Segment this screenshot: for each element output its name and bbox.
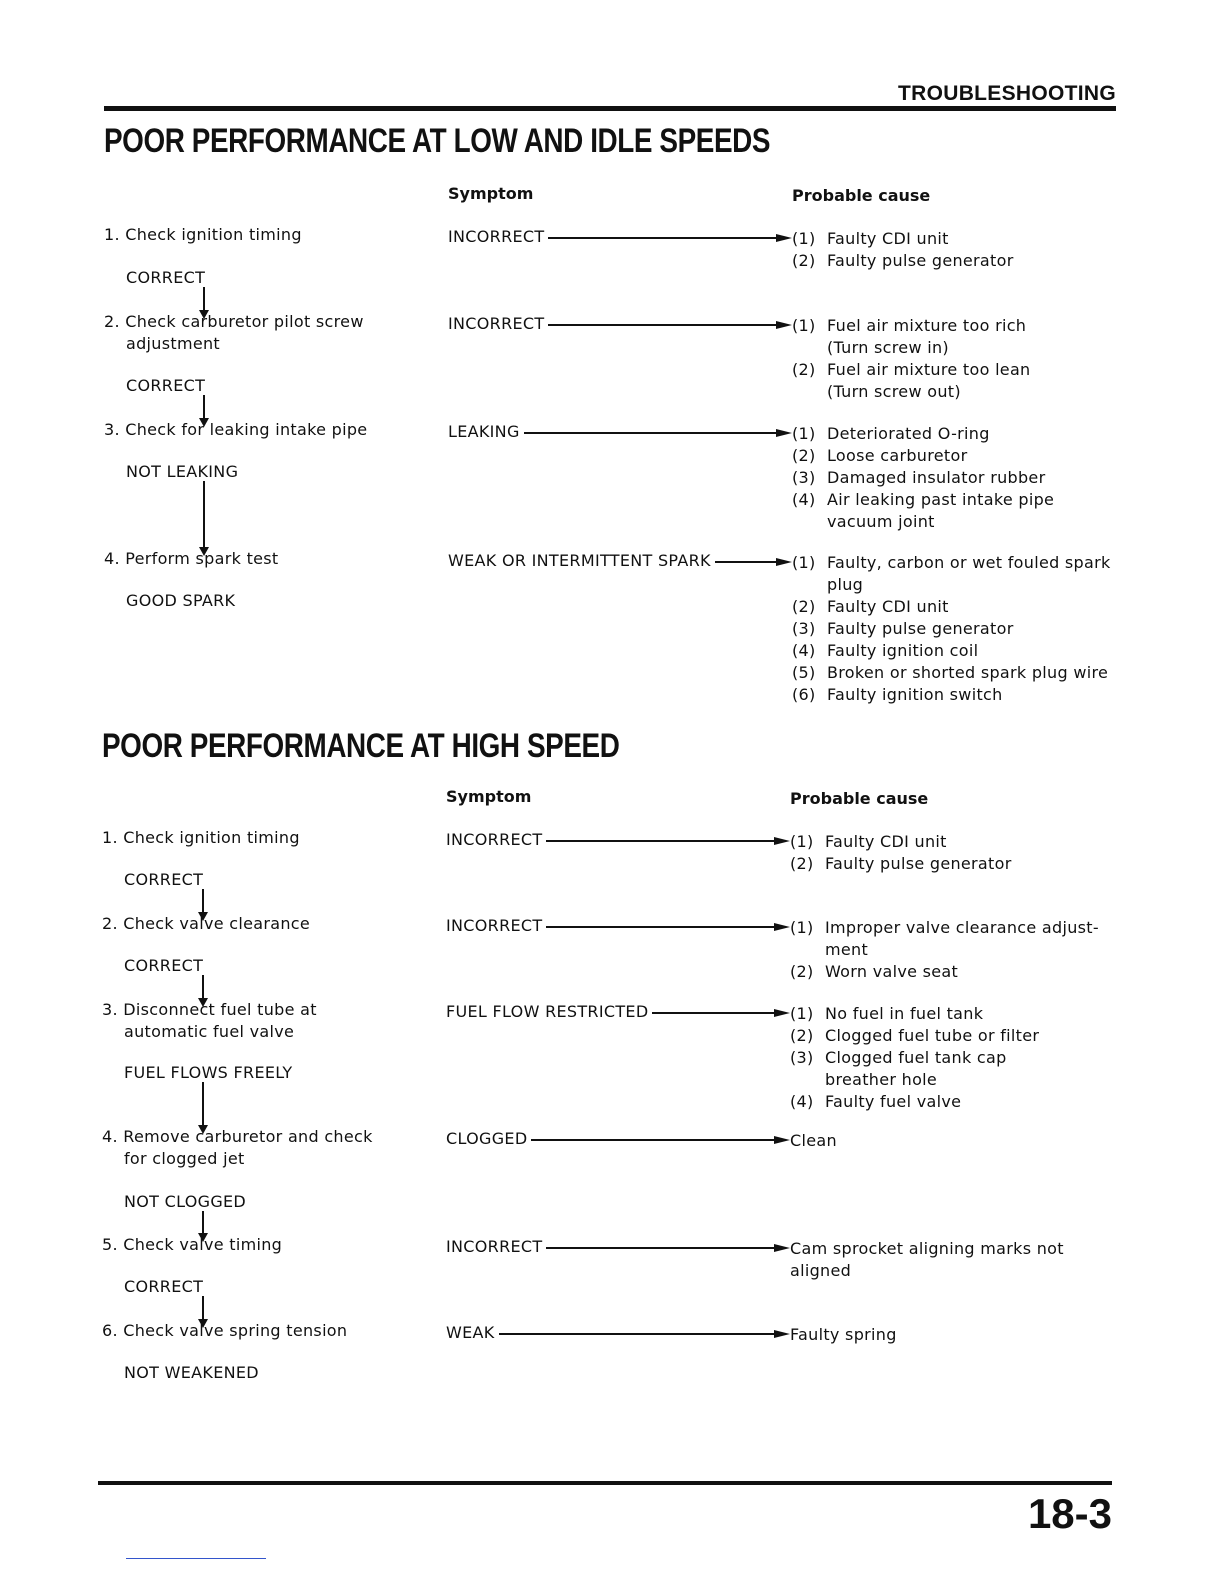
arrow-right-icon: [774, 923, 790, 931]
cause-text: Deteriorated O-ring: [827, 424, 990, 443]
flow-connector-line: [202, 1296, 204, 1320]
step-text: 5. Check valve timing: [102, 1235, 283, 1254]
cause-text: Fuel air mixture too lean: [827, 360, 1031, 379]
symptom-label: FUEL FLOW RESTRICTED: [446, 1002, 649, 1021]
symptom-arrow-line: [548, 237, 776, 239]
cause-text: vacuum joint: [827, 512, 935, 531]
cause-number: (1): [792, 316, 816, 335]
step-text: 3. Disconnect fuel tube at: [102, 1000, 317, 1019]
step-result: CORRECT: [124, 956, 204, 975]
arrow-right-icon: [776, 429, 792, 437]
cause-number: (2): [792, 597, 816, 616]
section1-symptom-header: Symptom: [448, 184, 534, 203]
arrow-right-icon: [776, 558, 792, 566]
step-result: CORRECT: [124, 870, 204, 889]
flow-connector-line: [203, 287, 205, 311]
cause-text: (Turn screw in): [827, 338, 949, 357]
flow-connector-line: [202, 1082, 204, 1126]
flow-connector-line: [203, 481, 205, 548]
symptom-label: INCORRECT: [446, 916, 543, 935]
symptom-arrow-line: [546, 840, 774, 842]
section1-title: POOR PERFORMANCE AT LOW AND IDLE SPEEDS: [104, 122, 771, 160]
step-result: CORRECT: [124, 1277, 204, 1296]
section2-symptom-header: Symptom: [446, 787, 532, 806]
cause-text: Faulty pulse generator: [825, 854, 1012, 873]
cause-number: (2): [790, 962, 814, 981]
cause-text: Air leaking past intake pipe: [827, 490, 1055, 509]
arrow-right-icon: [774, 1244, 790, 1252]
cause-text: Worn valve seat: [825, 962, 959, 981]
step-text: 4. Remove carburetor and check: [102, 1127, 373, 1146]
symptom-label: WEAK: [446, 1323, 495, 1342]
cause-text: Faulty ignition coil: [827, 641, 979, 660]
cause-number: (1): [792, 424, 816, 443]
cause-text: Loose carburetor: [827, 446, 968, 465]
step-text: 1. Check ignition timing: [104, 225, 302, 244]
page-number: 18-3: [1027, 1490, 1112, 1537]
flow-connector-line: [202, 1211, 204, 1234]
step-text: adjustment: [126, 334, 220, 353]
symptom-arrow-line: [546, 1247, 774, 1249]
cause-text: No fuel in fuel tank: [825, 1004, 984, 1023]
cause-number: (3): [792, 468, 816, 487]
cause-text: Broken or shorted spark plug wire: [827, 663, 1109, 682]
cause-text: aligned: [790, 1261, 852, 1280]
symptom-label: INCORRECT: [446, 830, 543, 849]
cause-number: (1): [792, 553, 816, 572]
arrow-right-icon: [774, 1330, 790, 1338]
cause-text: Clean: [790, 1131, 837, 1150]
symptom-label: INCORRECT: [448, 314, 545, 333]
bottom-rule: [98, 1481, 1112, 1485]
cause-text: Fuel air mixture too rich: [827, 316, 1027, 335]
cause-number: (2): [792, 251, 816, 270]
cause-text: Faulty spring: [790, 1325, 897, 1344]
step-text: 1. Check ignition timing: [102, 828, 300, 847]
step-result: FUEL FLOWS FREELY: [124, 1063, 293, 1082]
cause-text: Faulty CDI unit: [827, 597, 949, 616]
cause-number: (4): [792, 641, 816, 660]
step-result: NOT CLOGGED: [124, 1192, 247, 1211]
step-result: CORRECT: [126, 268, 206, 287]
cause-text: plug: [827, 575, 864, 594]
cause-text: Damaged insulator rubber: [827, 468, 1046, 487]
cause-number: (4): [792, 490, 816, 509]
cause-text: Improper valve clearance adjust-: [825, 918, 1099, 937]
symptom-arrow-line: [524, 432, 776, 434]
cause-number: (2): [790, 854, 814, 873]
symptom-arrow-line: [499, 1333, 774, 1335]
symptom-label: WEAK OR INTERMITTENT SPARK: [448, 551, 711, 570]
symptom-label: CLOGGED: [446, 1129, 528, 1148]
flow-connector-line: [203, 395, 205, 419]
cause-text: Cam sprocket aligning marks not: [790, 1239, 1064, 1258]
arrow-right-icon: [776, 234, 792, 242]
symptom-label: INCORRECT: [448, 227, 545, 246]
cause-text: Clogged fuel tube or filter: [825, 1026, 1040, 1045]
section2-cause-header: Probable cause: [790, 789, 929, 808]
cause-number: (1): [790, 1004, 814, 1023]
step-result: GOOD SPARK: [126, 591, 236, 610]
cause-text: Faulty ignition switch: [827, 685, 1003, 704]
symptom-label: INCORRECT: [446, 1237, 543, 1256]
symptom-arrow-line: [715, 561, 776, 563]
flow-connector-line: [202, 975, 204, 999]
step-text: 2. Check carburetor pilot screw: [104, 312, 364, 331]
step-result: NOT LEAKING: [126, 462, 239, 481]
cause-number: (1): [790, 832, 814, 851]
cause-number: (2): [790, 1026, 814, 1045]
cause-number: (3): [790, 1048, 814, 1067]
arrow-right-icon: [774, 1136, 790, 1144]
symptom-label: LEAKING: [448, 422, 520, 441]
flow-connector-line: [202, 889, 204, 913]
step-text: 3. Check for leaking intake pipe: [104, 420, 368, 439]
top-rule: [104, 106, 1116, 111]
cause-number: (4): [790, 1092, 814, 1111]
cause-number: (1): [792, 229, 816, 248]
step-text: for clogged jet: [124, 1149, 245, 1168]
section-header: TROUBLESHOOTING: [898, 82, 1116, 105]
cause-text: Faulty fuel valve: [825, 1092, 962, 1111]
cause-number: (2): [792, 360, 816, 379]
symptom-arrow-line: [548, 324, 776, 326]
cause-text: Faulty CDI unit: [827, 229, 949, 248]
cause-number: (2): [792, 446, 816, 465]
section1-cause-header: Probable cause: [792, 186, 931, 205]
cause-number: (3): [792, 619, 816, 638]
cause-text: ment: [825, 940, 869, 959]
cause-number: (6): [792, 685, 816, 704]
footer-underline: [126, 1558, 266, 1559]
step-text: 4. Perform spark test: [104, 549, 279, 568]
step-result: CORRECT: [126, 376, 206, 395]
step-result: NOT WEAKENED: [124, 1363, 259, 1382]
cause-text: Clogged fuel tank cap: [825, 1048, 1007, 1067]
arrow-right-icon: [774, 1009, 790, 1017]
symptom-arrow-line: [652, 1012, 774, 1014]
cause-number: (1): [790, 918, 814, 937]
cause-text: Faulty pulse generator: [827, 251, 1014, 270]
cause-text: Faulty, carbon or wet fouled spark: [827, 553, 1111, 572]
arrow-right-icon: [776, 321, 792, 329]
cause-text: (Turn screw out): [827, 382, 961, 401]
step-text: 2. Check valve clearance: [102, 914, 311, 933]
symptom-arrow-line: [531, 1139, 774, 1141]
step-text: 6. Check valve spring tension: [102, 1321, 348, 1340]
section2-title: POOR PERFORMANCE AT HIGH SPEED: [102, 727, 620, 765]
arrow-right-icon: [774, 837, 790, 845]
step-text: automatic fuel valve: [124, 1022, 295, 1041]
symptom-arrow-line: [546, 926, 774, 928]
cause-text: Faulty pulse generator: [827, 619, 1014, 638]
cause-text: breather hole: [825, 1070, 938, 1089]
cause-text: Faulty CDI unit: [825, 832, 947, 851]
cause-number: (5): [792, 663, 816, 682]
